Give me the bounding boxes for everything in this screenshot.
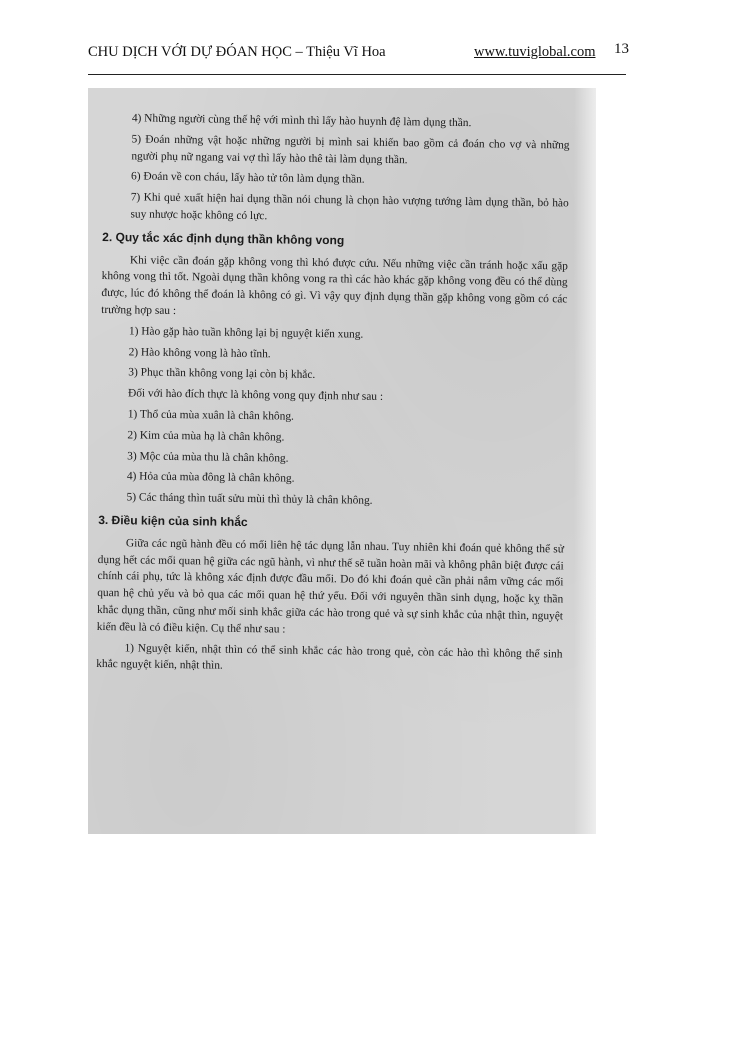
list-item: 4) Hỏa của mùa đông là chân không.: [126, 470, 295, 486]
list-item: 1) Hào gặp hào tuần không lại bị nguyệt kiến xung.: [128, 325, 364, 341]
paragraph: 1) Nguyệt kiến, nhật thìn có thể sinh khắc các hào trong quẻ, còn các hào thì không thể sinh khắc nguyệt kiến, nhật thìn.: [96, 641, 563, 673]
website-link[interactable]: www.tuviglobal.com: [474, 44, 596, 60]
section-heading: 3. Điều kiện của sinh khắc: [98, 512, 248, 529]
page-number: 13: [614, 41, 629, 57]
scan-edge-shading: [574, 88, 596, 834]
list-item: 2) Kim của mùa hạ là chân không.: [127, 429, 285, 444]
list-item: 3) Phục thần không vong lại còn bị khắc.: [128, 366, 316, 382]
paragraph: Khi việc cần đoán gặp không vong thì khó được cứu. Nếu những việc cần tránh hoặc xấu gặp không vong thì tốt. Ngoài dụng thần không vong ra thì các hào khác gặp không vong đều có thể dùng được, lúc đó không thể đoán là không có gì. Vì vậy quy định dụng thần gặp không vong gồm có các trường hợp sau :: [101, 253, 568, 317]
page-header: [88, 41, 629, 70]
header-divider: [88, 74, 626, 75]
list-item: 1) Thổ của mùa xuân là chân không.: [127, 408, 294, 423]
book-title: CHU DỊCH VỚI DỰ ĐÓAN HỌC – Thiệu Vĩ Hoa: [88, 44, 386, 60]
section-heading: 2. Quy tắc xác định dụng thần không vong: [102, 229, 345, 248]
scanned-page-image: [88, 88, 596, 834]
list-item: 6) Đoán về con cháu, lấy hào tử tôn làm dụng thần.: [130, 170, 365, 187]
paragraph: Đối với hào đích thực là không vong quy định như sau :: [127, 387, 384, 404]
list-item: 4) Những người cùng thế hệ với mình thì lấy hào huynh đệ làm dụng thần.: [131, 112, 472, 130]
list-item: 5) Các tháng thìn tuất sửu mùi thì thủy là chân không.: [126, 491, 373, 507]
list-item: 7) Khi quẻ xuất hiện hai dụng thần nói chung là chọn hào vượng tướng làm dụng thần, bỏ hào suy nhược hoặc không có lực.: [130, 191, 569, 223]
scanned-text: [96, 110, 570, 684]
paragraph: Giữa các ngũ hành đều có mối liên hệ tác dụng lẫn nhau. Tuy nhiên khi đoán quẻ không thể sử dụng hết các mối quan hệ giữa các ngũ hành, vì như thế sẽ tuần hoàn mãi và không phân biệt được cái chính cái phụ, tức là không xác định được đầu mối. Do đó khi đoán quẻ cần phải nắm vững các mối quan hệ chủ yếu và bỏ qua các mối quan hệ thứ yếu. Đối với nguyên thần sinh dụng, hoặc kỵ thần khắc dụng thần, cũng như mối sinh khắc giữa các hào trong quẻ và sự sinh khắc của nhật thìn, nguyệt kiến đều là có điều kiện. Cụ thể như sau :: [96, 537, 564, 636]
list-item: 5) Đoán những vật hoặc những người bị mình sai khiến bao gồm cả đoán cho vợ và những người phụ nữ ngang vai vợ thì lấy hào thê tài làm dụng thần.: [131, 133, 570, 166]
list-item: 2) Hào không vong là hào tĩnh.: [128, 345, 271, 360]
list-item: 3) Mộc của mùa thu là chân không.: [127, 449, 289, 465]
